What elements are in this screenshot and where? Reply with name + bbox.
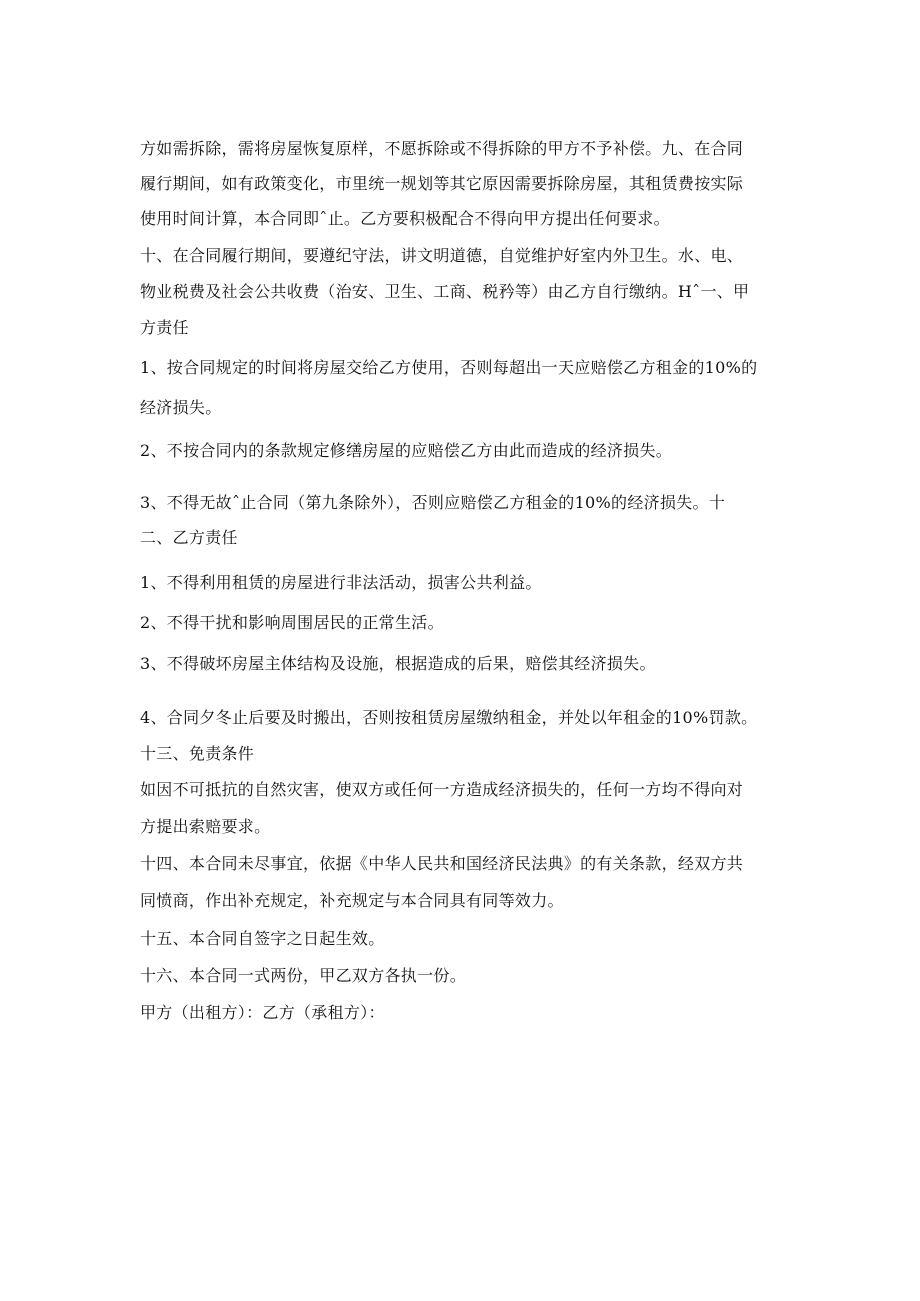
- text-line: 方责任: [140, 318, 189, 337]
- text-line: 方提出索赔要求。: [140, 817, 271, 836]
- text-line: 经济损失。: [140, 398, 222, 417]
- text-line: 十四、本合同未尽事宜，依据《中华人民共和国经济民法典》的有关条款，经双方共: [140, 854, 744, 873]
- text-line: 3、不得无故ˆ止合同（第九条除外），否则应赔偿乙方租金的10%的经济损失。十: [140, 493, 726, 512]
- text-line: 十五、本合同自签字之日起生效。: [140, 929, 385, 948]
- text-line: 物业税费及社会公共收费（治安、卫生、工商、税矜等）由乙方自行缴纳。Hˆ一、甲: [140, 282, 750, 301]
- text-line: 2、不得干扰和影响周围居民的正常生活。: [140, 613, 444, 632]
- text-line: 甲方（出租方）：乙方（承租方）：: [140, 1003, 385, 1022]
- text-line: 如因不可抵抗的自然灾害，使双方或任何一方造成经济损失的，任何一方均不得向对: [140, 780, 744, 799]
- text-line: 十六、本合同一式两份，甲乙双方各执一份。: [140, 966, 467, 985]
- text-line: 方如需拆除，需将房屋恢复原样，不愿拆除或不得拆除的甲方不予补偿。九、在合同: [140, 139, 744, 158]
- text-line: 十三、免责条件: [140, 744, 255, 763]
- text-line: 十、在合同履行期间，要遵纪守法，讲文明道德，自觉维护好室内外卫生。水、电、: [140, 246, 744, 265]
- text-line: 履行期间，如有政策变化，市里统一规划等其它原因需要拆除房屋，其租赁费按实际: [140, 174, 744, 193]
- text-line: 1、按合同规定的时间将房屋交给乙方使用，否则每超出一天应赔偿乙方租金的10%的: [140, 358, 758, 377]
- text-line: 同愤商，作出补充规定，补充规定与本合同具有同等效力。: [140, 891, 564, 910]
- text-line: 4、合同夕冬止后要及时搬出，否则按租赁房屋缴纳租金，并处以年租金的10%罚款。: [140, 708, 758, 727]
- text-line: 二、乙方责任: [140, 528, 238, 547]
- text-line: 3、不得破坏房屋主体结构及设施，根据造成的后果，赔偿其经济损失。: [140, 654, 656, 673]
- text-line: 使用时间计算，本合同即ˆ止。乙方要积极配合不得向甲方提出任何要求。: [140, 209, 670, 228]
- text-line: 2、不按合同内的条款规定修缮房屋的应赔偿乙方由此而造成的经济损失。: [140, 441, 673, 460]
- text-line: 1、不得利用租赁的房屋进行非法活动，损害公共利益。: [140, 573, 542, 592]
